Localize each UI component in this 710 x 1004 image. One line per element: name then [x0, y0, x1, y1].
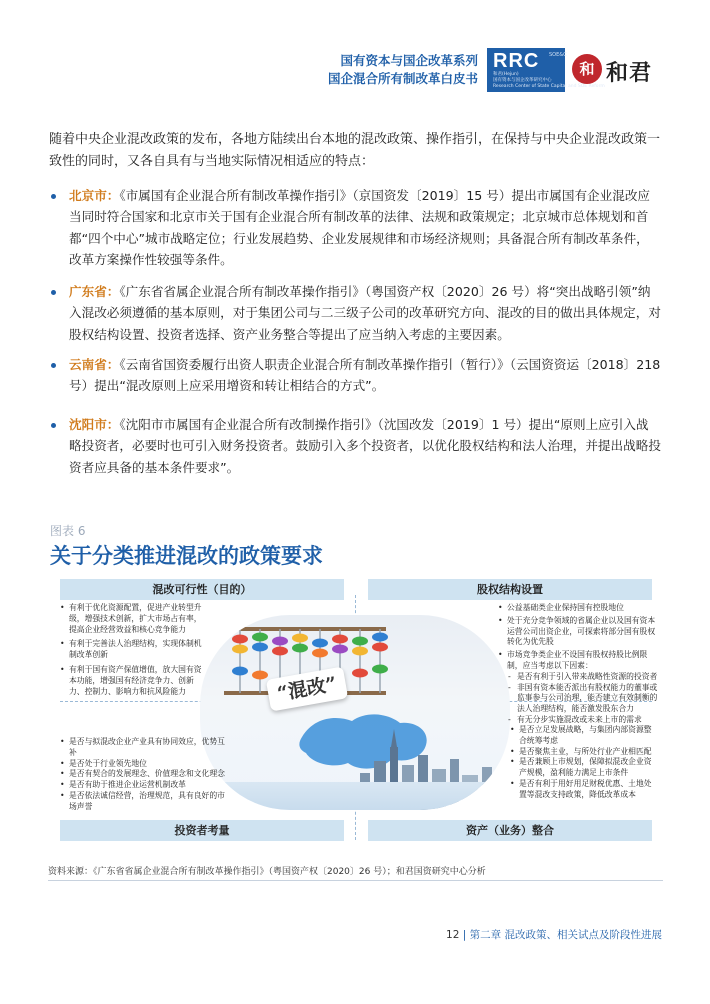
- panel-title-investor: 投资者考量: [60, 820, 344, 841]
- figure-title: 关于分类推进混改的政策要求: [50, 543, 323, 568]
- rrc-logo: [487, 48, 605, 92]
- intro-paragraph: 随着中央企业混改政策的发布，各地方陆续出台本地的混改政策、操作指引，在保持与中央企业混改政策一致性的同时，又各自具有与当地实际情况相适应的特点：: [49, 132, 661, 169]
- bullet-dot-icon: [51, 423, 56, 428]
- list-sub-item: - 有无分步实施混改或未来上市的需求: [498, 715, 658, 726]
- bullet-city: 云南省：: [69, 357, 120, 372]
- list-sub-item: - 是否有利于引入带来战略性资源的投资者: [498, 672, 658, 683]
- panel-investor: [60, 737, 230, 813]
- bullet-text: 《沈阳市市属国有企业混合所有改制操作指引》（沈国改发〔2019〕1 号）提出“原则上应引入战略投资者，必要时也可引入财务投资者。鼓励引入多个投资者，以优化股权结构和法人治理，并提出战略投资者应具备的基本条件要求”。: [69, 417, 661, 475]
- list-item: • 是否立足发展战略，与集团内部资源整合统筹考虑: [510, 725, 658, 747]
- panel-equity: [498, 603, 658, 726]
- figure-tag: 图表 6: [50, 524, 86, 538]
- bullet-dot-icon: [51, 194, 56, 199]
- bullet-city: 沈阳市：: [69, 417, 120, 432]
- list-item: • 有利于国有资产保值增值，放大国有资本功能，增强国有经济竞争力、创新力、控制力、影响力和抗风险能力: [60, 665, 208, 697]
- bullet-text: 《市属国有企业混合所有制改革操作指引》（京国资发〔2019〕15 号）提出市属国有企业混改应当同时符合国家和北京市关于国有企业混合所有制改革的法律、法规和政策规定；北京城市总体规划和首都“四个中心”城市战略定位；行业发展趋势、企业发展规律和市场经济规则；具备混合所有制改革条件，改革方案操作性较强等条件。: [69, 188, 651, 267]
- bullet-dot-icon: [51, 290, 56, 295]
- page-header: [0, 0, 710, 90]
- list-sub-item: - 非国有资本能否派出有股权能力的董事或监事参与公司治理，能否建立有效制衡的法人治理结构，能否激发股东合力: [498, 683, 658, 715]
- panel-title-assets: 资产（业务）整合: [368, 820, 652, 841]
- hejun-logo: [572, 50, 682, 90]
- rrc-logo-line: 国有资本与国企改革研究中心: [493, 78, 552, 83]
- footer-chapter: 第二章 混改政策、相关试点及阶段性进展: [469, 929, 662, 941]
- rrc-logo-badge: SOE&C: [549, 52, 567, 58]
- panel-title-feasibility: 混改可行性（目的）: [60, 579, 344, 600]
- list-item: • 是否有契合的发展理念、价值理念和文化理念: [60, 769, 230, 780]
- list-item: • 是否聚焦主业，与所处行业产业相匹配: [510, 747, 658, 758]
- rrc-logo-mark: RRC: [493, 50, 540, 72]
- page-footer: [300, 927, 662, 943]
- source-divider: [48, 880, 663, 881]
- bullet-city: 广东省：: [69, 284, 120, 299]
- footer-separator: |: [462, 929, 470, 941]
- list-item: • 市场竞争类企业不设国有股权持股比例限制，应当考虑以下因素：: [498, 650, 658, 672]
- list-item: • 是否兼顾上市规划，保障拟混改企业资产规模，盈利能力满足上市条件: [510, 757, 658, 779]
- list-item: [49, 414, 661, 478]
- list-item: • 公益基础类企业保持国有控股地位: [498, 603, 658, 614]
- panel-assets: [510, 725, 658, 801]
- center-illustration: [200, 615, 510, 810]
- list-item: • 有利于优化资源配置，促进产业转型升级，增强技术创新，扩大市场占有率，提高企业经营效益和核心竞争能力: [60, 603, 208, 635]
- page-number: 12: [446, 929, 460, 941]
- panel-title-equity: 股权结构设置: [368, 579, 652, 600]
- list-item: • 是否处于行业领先地位: [60, 759, 230, 770]
- list-item: [49, 354, 661, 397]
- list-item: [49, 281, 661, 345]
- sea-decoration: [200, 782, 510, 810]
- policy-diagram: [50, 575, 662, 847]
- list-item: • 是否有利于用好用足财税优惠、土地处置等混改支持政策，降低改革成本: [510, 779, 658, 801]
- list-item: • 是否有助于推进企业运营机制改革: [60, 780, 230, 791]
- bullet-text: 《广东省省属企业混合所有制改革操作指引》（粤国资产权〔2020〕26 号）将“突出战略引领”纳入混改必须遵循的基本原则，对于集团公司与二三级子公司的改革研究方向、混改的目的做出具体规定，对股权结构设置、投资者选择、资产业务整合等提出了应当纳入考虑的主要因素。: [69, 284, 661, 342]
- list-item: • 有利于完善法人治理结构，实现体制机制改革创新: [60, 639, 208, 661]
- bullet-dot-icon: [51, 363, 56, 368]
- header-subtitle: 国企混合所有制改革白皮书: [327, 71, 478, 86]
- panel-feasibility: [60, 603, 208, 697]
- hejun-seal-icon: 和: [572, 54, 602, 84]
- center-word: “混改”: [275, 672, 339, 706]
- figure-source: 资料来源：《广东省省属企业混合所有制改革操作指引》（粤国资产权〔2020〕26 号）；和君国资研究中心分析: [48, 867, 486, 877]
- list-item: • 是否与拟混改企业产业具有协同效应，优势互补: [60, 737, 230, 759]
- list-item: • 处于充分竞争领域的省属企业以及国有资本运营公司出资企业，可探索将部分国有股权转化为优先股: [498, 616, 658, 648]
- bullet-text: 《云南省国资委履行出资人职责企业混合所有制改革操作指引（暂行）》（云国资资运〔2018〕218 号）提出“混改原则上应采用增资和转让相结合的方式”。: [69, 357, 661, 394]
- hejun-brand-name: 和君: [606, 60, 653, 86]
- rrc-logo-line: Research Center of State Capital and SOE Reform: [493, 84, 605, 89]
- bullet-city: 北京市：: [69, 188, 120, 203]
- rrc-logo-line: 和君(Hejun): [493, 72, 519, 77]
- list-item: [49, 185, 661, 270]
- list-item: • 是否依法诚信经营，治理规范，具有良好的市场声誉: [60, 791, 230, 813]
- header-series-title: 国有资本与国企改革系列: [340, 53, 478, 68]
